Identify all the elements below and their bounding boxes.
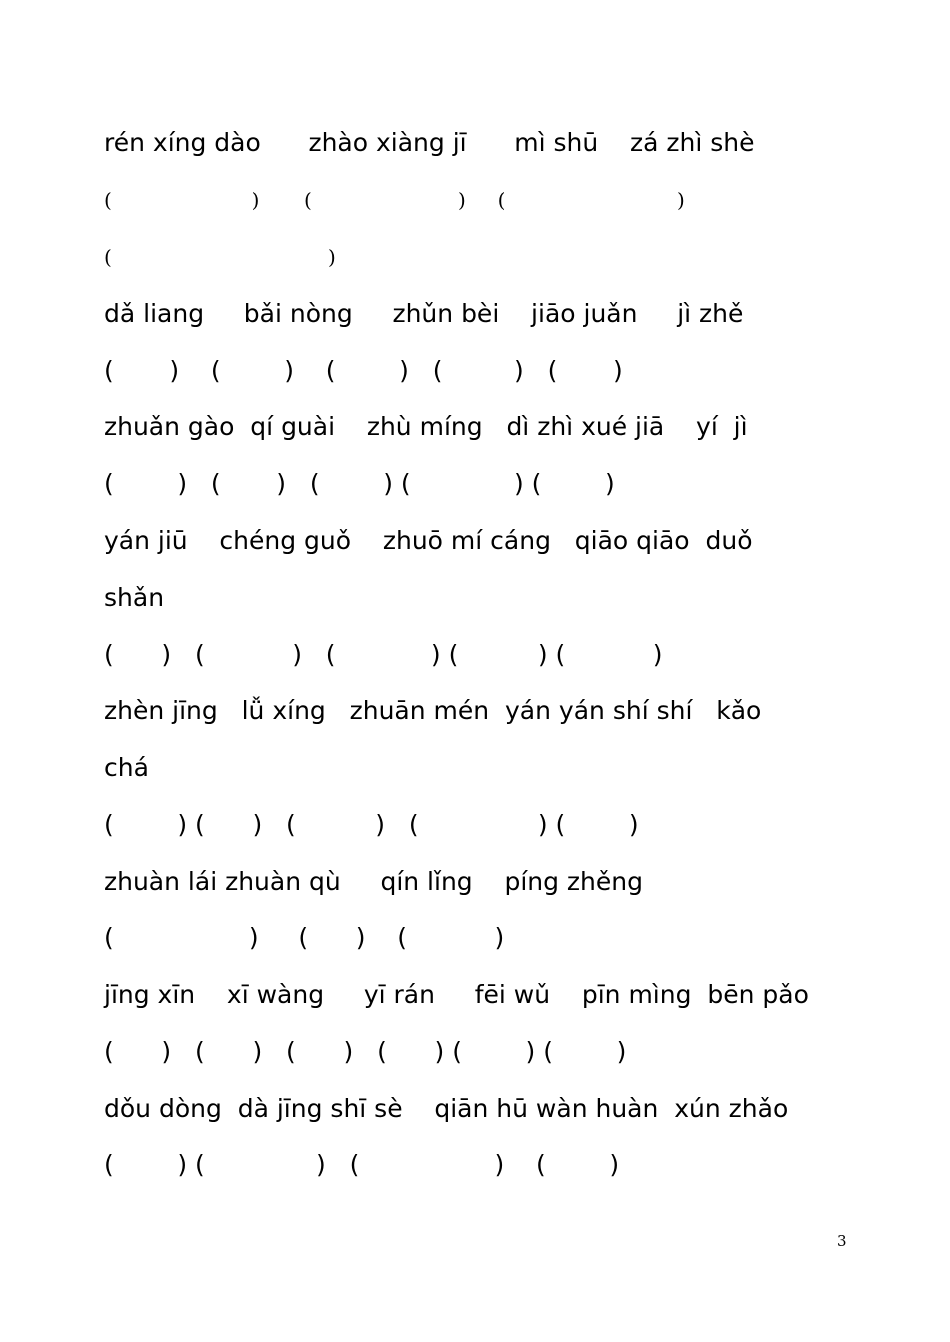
answer-parentheses-2: ( ) <box>104 245 336 269</box>
pinyin-line-3: zhuǎn gào qí guài zhù míng dì zhì xué jiā yí jì <box>104 412 748 441</box>
pinyin-line-4: yán jiū chéng guǒ zhuō mí cáng qiāo qiāo duǒ <box>104 526 753 555</box>
pinyin-line-5: zhèn jīng lǚ xíng zhuān mén yán yán shí shí kǎo <box>104 696 762 725</box>
pinyin-line-4-cont: shǎn <box>104 583 165 612</box>
answer-parentheses-8: ( ) ( ) ( ) ( ) ( ) ( ) <box>104 1037 627 1066</box>
answer-parentheses-1: ( ) ( ) ( ) <box>104 188 685 212</box>
pinyin-line-1: rén xíng dào zhào xiàng jī mì shū zá zhì shè <box>104 128 755 157</box>
pinyin-line-5-cont: chá <box>104 753 149 782</box>
pinyin-line-8: dǒu dòng dà jīng shī sè qiān hū wàn huàn xún zhǎo <box>104 1094 789 1123</box>
answer-parentheses-3: ( ) ( ) ( ) ( ) ( ) <box>104 356 623 385</box>
answer-parentheses-4: ( ) ( ) ( ) ( ) ( ) <box>104 469 615 498</box>
pinyin-line-6: zhuàn lái zhuàn qù qín lǐng píng zhěng <box>104 867 643 896</box>
answer-parentheses-5: ( ) ( ) ( ) ( ) ( ) <box>104 640 663 669</box>
page-number: 3 <box>837 1232 847 1250</box>
answer-parentheses-9: ( ) ( ) ( ) ( ) <box>104 1150 620 1179</box>
pinyin-line-2: dǎ liang bǎi nòng zhǔn bèi jiāo juǎn jì zhě <box>104 299 744 328</box>
pinyin-line-7: jīng xīn xī wàng yī rán fēi wǔ pīn mìng bēn pǎo <box>104 980 809 1009</box>
answer-parentheses-7: ( ) ( ) ( ) <box>104 923 505 952</box>
answer-parentheses-6: ( ) ( ) ( ) ( ) ( ) <box>104 810 639 839</box>
